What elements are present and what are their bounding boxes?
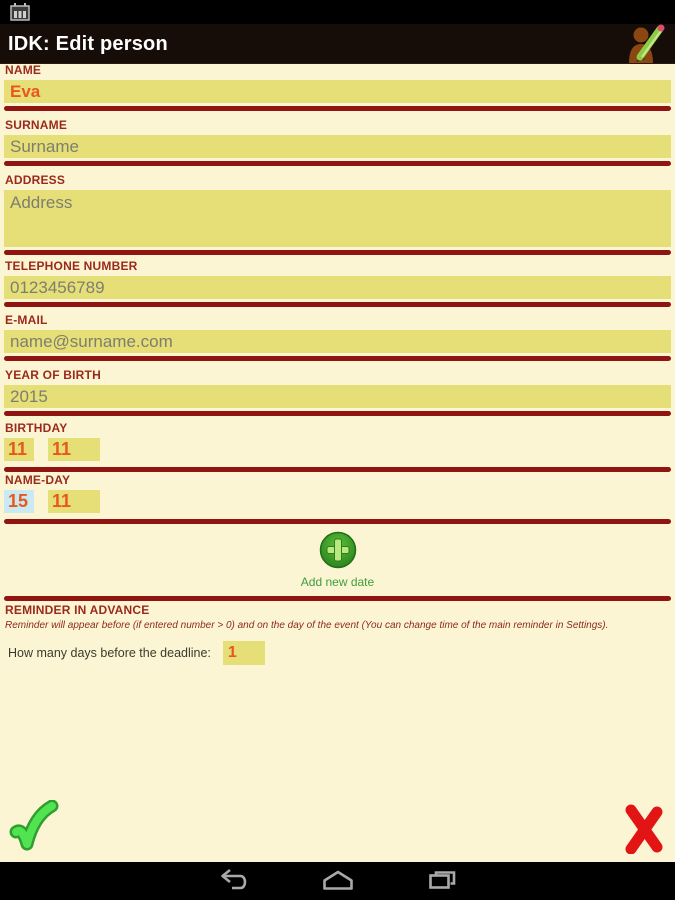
nav-recents-button[interactable]: [427, 869, 457, 894]
edit-person-button[interactable]: [622, 24, 670, 64]
x-icon: [622, 842, 666, 857]
reminder-days-row: [8, 641, 675, 665]
birthday-day-input[interactable]: [4, 438, 34, 461]
nav-home-button[interactable]: [321, 869, 355, 894]
field-name: [0, 64, 675, 111]
cancel-button[interactable]: [622, 804, 666, 857]
nav-back-button[interactable]: [219, 867, 249, 896]
name-label: NAME: [5, 63, 42, 77]
telephone-input[interactable]: [4, 276, 671, 299]
nameday-month-input[interactable]: [48, 490, 100, 513]
page-title: IDK: Edit person: [8, 33, 168, 55]
field-nameday: [0, 474, 675, 524]
home-icon: [321, 869, 355, 894]
add-new-date-label: Add new date: [300, 575, 375, 589]
idk-calendar-icon: [10, 3, 30, 26]
back-icon: [219, 867, 249, 896]
add-date-block: [0, 531, 675, 589]
reminder-note: Reminder will appear before (if entered number > 0) and on the day of the event (You can change time of the main reminder in Settings).: [5, 620, 609, 631]
section-divider: [4, 596, 671, 601]
address-label: ADDRESS: [5, 173, 66, 187]
field-email: [0, 314, 675, 361]
email-input[interactable]: [4, 330, 671, 353]
days-prompt-label: How many days before the deadline:: [8, 646, 211, 660]
nameday-day-input[interactable]: [4, 490, 34, 513]
title-bar: [0, 24, 675, 64]
nameday-date-row: [4, 490, 671, 513]
add-new-date-button[interactable]: [319, 531, 357, 572]
field-surname: [0, 119, 675, 166]
birthday-date-row: [4, 438, 671, 461]
email-label: E-MAIL: [5, 313, 48, 327]
year-of-birth-label: YEAR OF BIRTH: [5, 368, 101, 382]
field-birthday: [0, 422, 675, 472]
birthday-month-input[interactable]: [48, 438, 100, 461]
status-bar: [0, 0, 675, 24]
plus-icon: [319, 557, 357, 572]
edit-person-icon: [624, 23, 668, 66]
recents-icon: [427, 869, 457, 894]
year-of-birth-input[interactable]: [4, 385, 671, 408]
address-underline: [4, 250, 671, 255]
nameday-underline: [4, 519, 671, 524]
surname-underline: [4, 161, 671, 166]
field-year-of-birth: [0, 369, 675, 416]
telephone-label: TELEPHONE NUMBER: [5, 259, 138, 273]
reminder-section: [0, 604, 675, 665]
field-telephone: [0, 260, 675, 307]
days-before-input[interactable]: [223, 641, 265, 665]
surname-label: SURNAME: [5, 118, 68, 132]
confirm-button[interactable]: [8, 800, 60, 859]
name-input[interactable]: [4, 80, 671, 103]
address-input[interactable]: [4, 190, 671, 247]
email-underline: [4, 356, 671, 361]
birthday-label: BIRTHDAY: [5, 421, 68, 435]
surname-input[interactable]: [4, 135, 671, 158]
checkmark-icon: [8, 844, 60, 859]
year-of-birth-underline: [4, 411, 671, 416]
nameday-label: NAME-DAY: [5, 473, 71, 487]
telephone-underline: [4, 302, 671, 307]
field-address: [0, 174, 675, 255]
reminder-label: REMINDER IN ADVANCE: [5, 603, 150, 617]
name-underline: [4, 106, 671, 111]
android-nav-bar: [0, 862, 675, 900]
birthday-underline: [4, 467, 671, 472]
